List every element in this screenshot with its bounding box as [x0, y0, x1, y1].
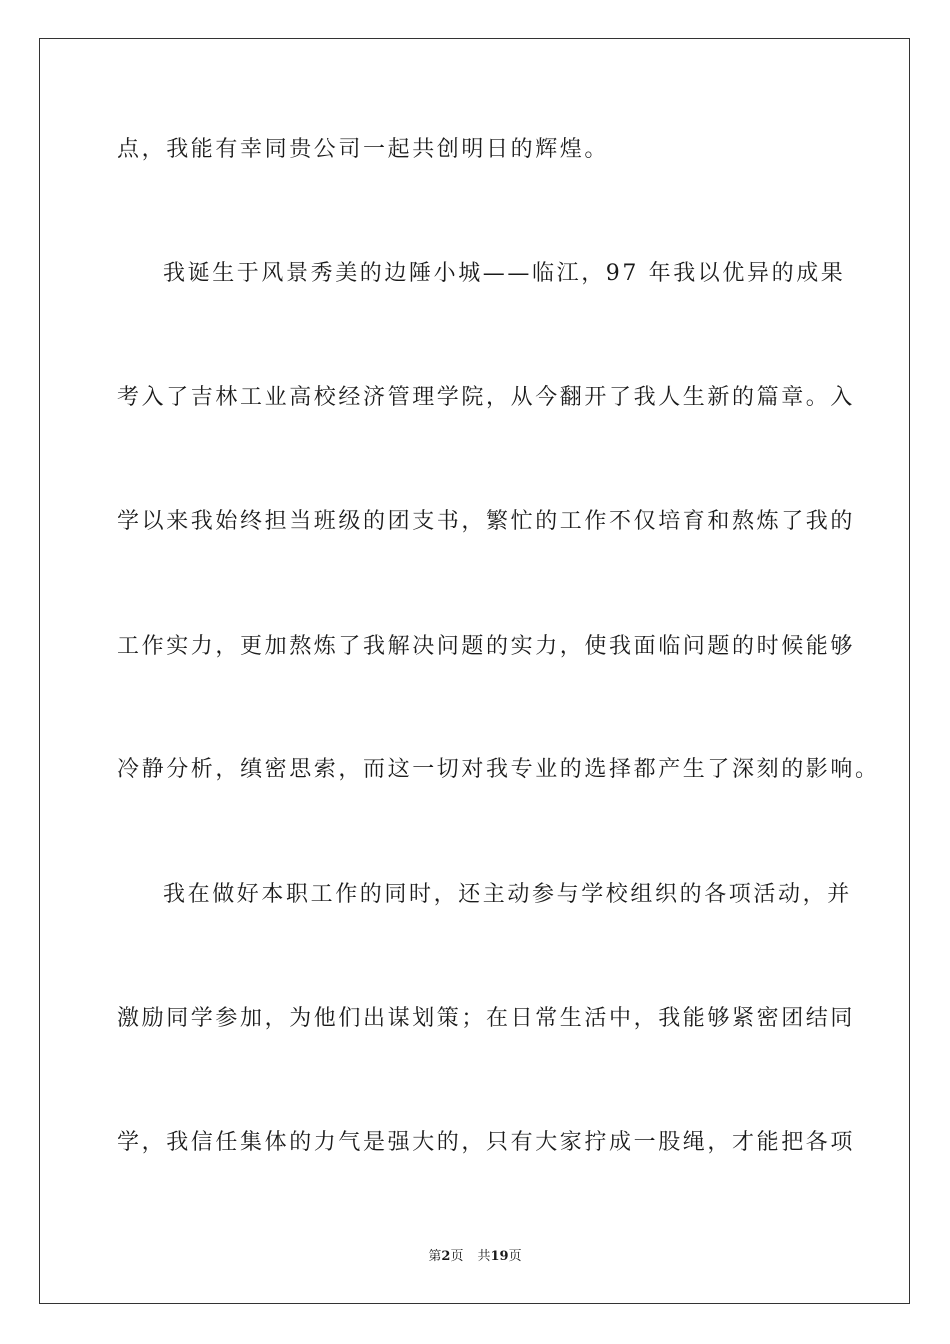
text-line: 工作实力，更加熬炼了我解决问题的实力，使我面临问题的时候能够 [117, 634, 856, 659]
text-line: 点，我能有幸同贵公司一起共创明日的辉煌。 [117, 137, 610, 162]
text-line: 考入了吉林工业高校经济管理学院，从今翻开了我人生新的篇章。入 [117, 385, 856, 410]
text-line: 我诞生于风景秀美的边陲小城——临江，97 年我以优异的成果 [163, 261, 846, 286]
text-line: 激励同学参加，为他们出谋划策；在日常生活中，我能够紧密团结同 [117, 1006, 856, 1031]
total-pages: 19 [490, 1249, 509, 1264]
page-prefix: 第 [428, 1249, 442, 1264]
page-suffix: 页 [450, 1249, 464, 1264]
page-number: 2 [441, 1249, 451, 1264]
text-line: 冷静分析，缜密思索，而这一切对我专业的选择都产生了深刻的影响。 [117, 757, 880, 782]
text-line: 学，我信任集体的力气是强大的，只有大家拧成一股绳，才能把各项 [117, 1130, 856, 1155]
text-line: 学以来我始终担当班级的团支书，繁忙的工作不仅培育和熬炼了我的 [117, 509, 856, 534]
total-prefix: 共 [477, 1249, 491, 1264]
total-suffix: 页 [508, 1249, 522, 1264]
text-line: 我在做好本职工作的同时，还主动参与学校组织的各项活动，并 [163, 882, 852, 907]
page-border [39, 38, 910, 1304]
page-footer [0, 1248, 950, 1266]
